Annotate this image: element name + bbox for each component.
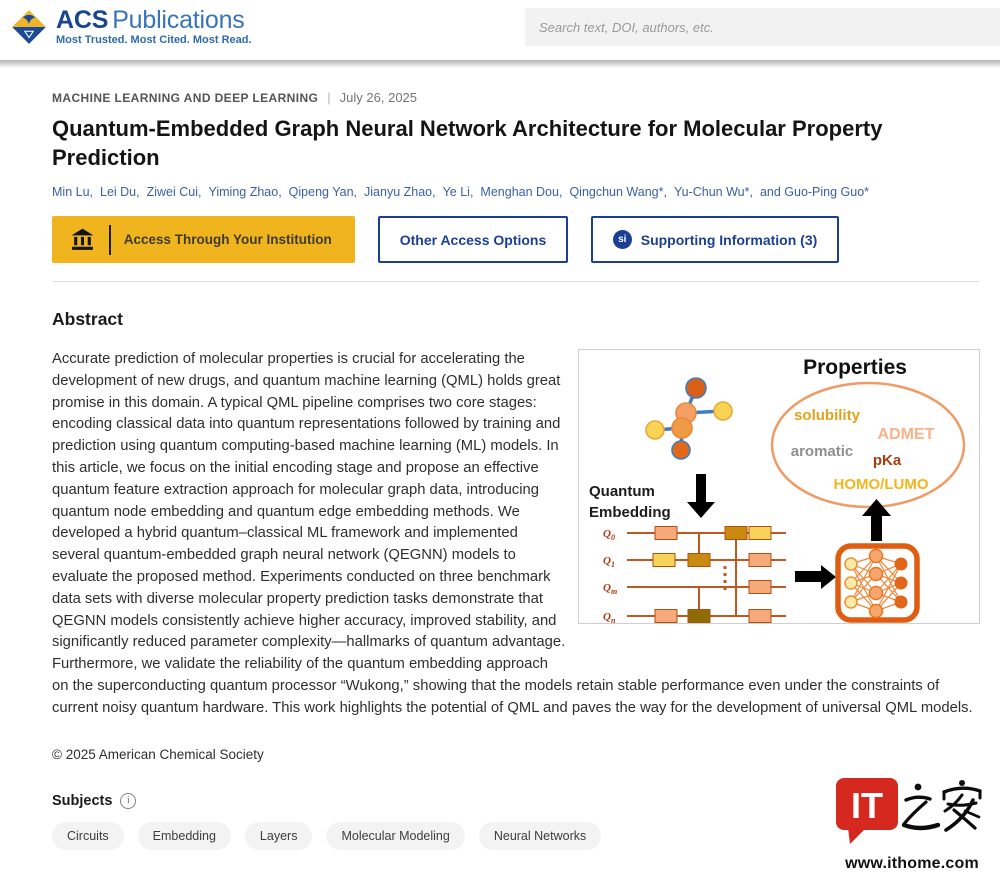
author-link[interactable]: and Guo-Ping Guo* bbox=[759, 185, 870, 199]
section-divider bbox=[52, 281, 980, 282]
figure-title: Properties bbox=[803, 356, 907, 379]
ithome-cjk-calligraphy bbox=[904, 780, 980, 830]
abstract-heading: Abstract bbox=[52, 309, 123, 329]
supporting-information-button[interactable] bbox=[591, 216, 839, 263]
info-icon[interactable]: i bbox=[120, 793, 136, 809]
article-title: Quantum-Embedded Graph Neural Network Architecture for Molecular Property Prediction bbox=[52, 116, 883, 170]
logo-text bbox=[56, 7, 252, 46]
property-admet: ADMET bbox=[877, 426, 935, 443]
embedding-label-line1: Quantum bbox=[589, 483, 655, 500]
property-homo-lumo: HOMO/LUMO bbox=[833, 476, 929, 493]
si-badge-icon: si bbox=[613, 230, 632, 249]
right-arrow-icon bbox=[795, 565, 836, 589]
article-category[interactable]: MACHINE LEARNING AND DEEP LEARNING bbox=[52, 91, 319, 105]
other-access-label: Other Access Options bbox=[399, 231, 547, 248]
author-link[interactable]: Lei Du, bbox=[100, 185, 140, 199]
meta-separator: | bbox=[327, 90, 331, 105]
author-list bbox=[52, 185, 980, 199]
access-buttons-row bbox=[52, 216, 980, 263]
quantum-circuit bbox=[603, 527, 786, 624]
author-link[interactable]: Qipeng Yan, bbox=[288, 185, 358, 199]
ithome-watermark bbox=[830, 776, 994, 872]
abstract-text: Accurate prediction of molecular properties is crucial for accelerating the development of new drugs, and quantum machine learning (QML) holds great promise in this domain. A typical QML pipeline comprises two core stages: encoding classical data into quantum representations followed by training and prediction using quantum computing-based machine learning (ML) models. In this article, we focus on the initial encoding stage and propose an effective quantum feature extraction approach for molecular graph data, introducing quantum node embedding and quantum edge embedding methods. We developed a hybrid quantum–classical ML framework and implemented several quantum-embedded graph neural network (QEGNN) models to evaluate the proposed method. Experiments conducted on three benchmark data sets with diverse molecular property prediction tasks demonstrate that QEGNN models consistently achieve higher accuracy, improved stability, and significantly reduced parameter complexity—hallmarks of quantum advantage. Furthermore, we validate the reliability of the quantum embedding approach on the superconducting quantum processor “Wukong,” showing that the models retain stable performance even under the constraints of current noisy quantum hardware. This work highlights the potential of QML and paves the way for the development of universal QML models. bbox=[52, 351, 973, 716]
property-aromatic: aromatic bbox=[790, 443, 854, 460]
ithome-logo-icon bbox=[834, 776, 990, 848]
abstract-section bbox=[52, 349, 980, 720]
logo-acs: ACS bbox=[56, 6, 109, 34]
subject-tag-circuits[interactable]: Circuits bbox=[52, 822, 124, 850]
ithome-badge-text: IT bbox=[851, 785, 883, 826]
article-meta-row bbox=[52, 90, 980, 105]
institution-bank-icon bbox=[70, 227, 95, 252]
publication-date: July 26, 2025 bbox=[339, 90, 418, 105]
header-shadow-divider bbox=[0, 60, 1000, 68]
subject-tag-neural-networks[interactable]: Neural Networks bbox=[479, 822, 601, 850]
subjects-heading: Subjects bbox=[52, 792, 113, 809]
qubit-label-m: $Q_m$ bbox=[603, 582, 618, 596]
subject-tag-molecular-modeling[interactable]: Molecular Modeling bbox=[326, 822, 464, 850]
property-pka: pKa bbox=[872, 452, 902, 469]
logo-tagline: Most Trusted. Most Cited. Most Read. bbox=[56, 34, 252, 46]
copyright-notice: © 2025 American Chemical Society bbox=[52, 746, 264, 762]
neural-network-box bbox=[838, 546, 917, 620]
author-link[interactable]: Jianyu Zhao, bbox=[364, 185, 436, 199]
subject-tag-layers[interactable]: Layers bbox=[245, 822, 313, 850]
author-link[interactable]: Ziwei Cui, bbox=[146, 185, 202, 199]
access-institution-label: Access Through Your Institution bbox=[123, 232, 332, 247]
abstract-graphic-svg bbox=[579, 350, 979, 623]
qubit-label-1: $Q_1$ bbox=[603, 555, 615, 569]
property-solubility: solubility bbox=[794, 407, 860, 424]
author-link[interactable]: Yiming Zhao, bbox=[208, 185, 282, 199]
ithome-url: www.ithome.com bbox=[845, 855, 979, 872]
access-institution-button[interactable] bbox=[52, 216, 355, 263]
molecule-nodes bbox=[646, 378, 732, 459]
article-content bbox=[52, 90, 980, 850]
acs-publications-logo[interactable] bbox=[10, 7, 252, 46]
other-access-options-button[interactable] bbox=[378, 216, 568, 263]
site-header bbox=[0, 0, 1000, 60]
down-arrow-icon bbox=[687, 474, 715, 518]
embedding-label-line2: Embedding bbox=[589, 504, 671, 521]
author-link[interactable]: Qingchun Wang*, bbox=[569, 185, 667, 199]
supporting-information-label: Supporting Information (3) bbox=[640, 231, 818, 248]
logo-wordmark bbox=[56, 7, 252, 33]
qubit-label-n: $Q_n$ bbox=[603, 611, 616, 623]
author-link[interactable]: Min Lu, bbox=[52, 185, 93, 199]
logo-publications: Publications bbox=[112, 6, 245, 34]
abstract-graphic[interactable] bbox=[578, 349, 980, 624]
author-link[interactable]: Yu-Chun Wu*, bbox=[673, 185, 753, 199]
acs-diamond-icon bbox=[10, 8, 48, 46]
author-link[interactable]: Menghan Dou, bbox=[480, 185, 563, 199]
search-input[interactable] bbox=[525, 8, 1000, 46]
qubit-label-0: $Q_0$ bbox=[603, 528, 615, 542]
author-link[interactable]: Ye Li, bbox=[442, 185, 474, 199]
subject-tag-embedding[interactable]: Embedding bbox=[138, 822, 231, 850]
